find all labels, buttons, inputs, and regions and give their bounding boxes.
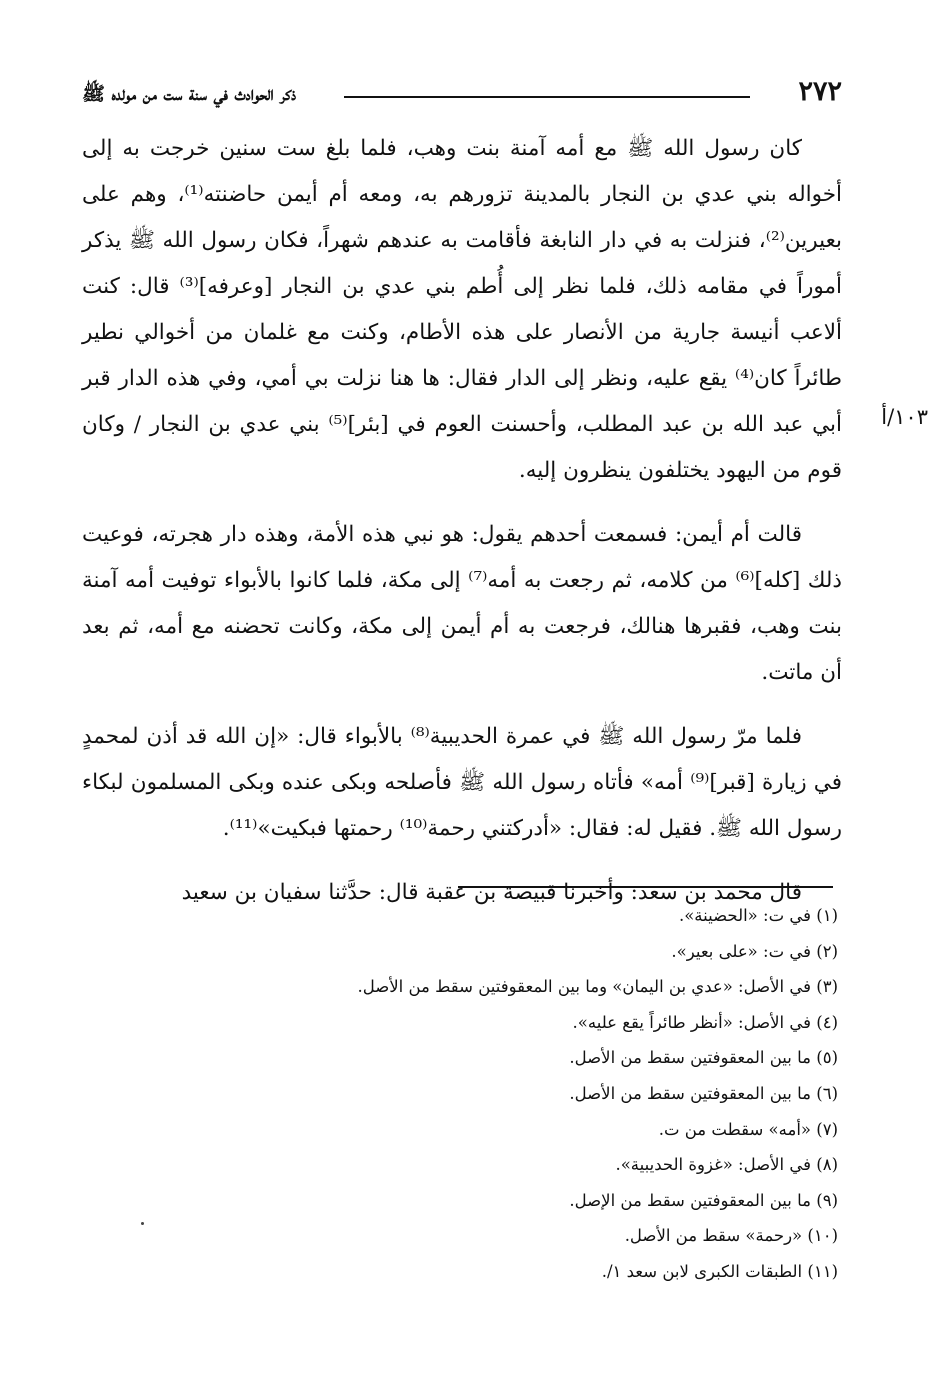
footnote-rule bbox=[458, 886, 833, 888]
footnote-item: (١٠) «رحمة» سقط من الأصل. bbox=[624, 1226, 838, 1246]
page-number: ٢٧٢ bbox=[798, 76, 842, 107]
footnote-item: (٢) في ت: «على بعير». bbox=[671, 941, 838, 961]
paragraph-2: قالت أم أيمن: فسمعت أحدهم يقول: هو نبي هذه الأمة، وهذه دار هجرته، فوعيت ذلك [كله]⁽⁶⁾ من كلامه، ثم رجعت به أمه⁽⁷⁾ إلى مكة، فلما كانوا بالأبواء توفيت أمه آمنة بنت وهب، فقبرها هنالك، فرجعت به أم أيمن إلى مكة، وكانت تحضنه مع أمه، ثم بعد أن ماتت. bbox=[82, 522, 842, 685]
footnote-item: (٣) في الأصل: «عدي بن اليمان» وما بين المعقوفتين سقط من الأصل. bbox=[357, 977, 838, 997]
footnote-item: (٤) في الأصل: «أنظر طائراً يقع عليه». bbox=[572, 1012, 838, 1032]
footnote-item: (١١) الطبقات الكبرى لابن سعد ١/. bbox=[601, 1261, 838, 1281]
footnote-item: (٧) «أمه» سقطت من ت. bbox=[658, 1119, 838, 1139]
header-rule bbox=[344, 96, 750, 98]
footnote-item: (٦) ما بين المعقوفتين سقط من الأصل. bbox=[569, 1083, 838, 1103]
running-header bbox=[82, 74, 842, 114]
paragraph-1: كان رسول الله ﷺ مع أمه آمنة بنت وهب، فلما بلغ ست سنين خرجت به إلى أخواله بني عدي بن النجار بالمدينة تزورهم به، ومعه أم أيمن حاضنته⁽¹⁾، وهم على بعيرين⁽²⁾، فنزلت به في دار النابغة فأقامت به عندهم شهراً، فكان رسول الله ﷺ يذكر أموراً في مقامه ذلك، فلما نظر إلى أُطم بني عدي بن النجار [وعرفه]⁽³⁾ قال: كنت ألاعب أنيسة جارية من الأنصار على هذه الأطام، وكنت مع غلمان من أخوالي نطير طائراً كان⁽⁴⁾ يقع عليه، ونظر إلى الدار فقال: ها هنا نزلت بي أمي، وفي هذه الدار قبر أبي عبد الله بن عبد المطلب، وأحسنت العوم في [بئر]⁽⁵⁾ بني عدي بن النجار / وكان قوم من اليهود يختلفون ينظرون إليه. bbox=[82, 136, 842, 483]
footnote-item: (٥) ما بين المعقوفتين سقط من الأصل. bbox=[569, 1048, 838, 1068]
paragraph-4: قال محمد بن سعد: وأخبرنا قبيصة بن عقبة قال: حدَّثنا سفيان بن سعيد bbox=[181, 880, 802, 905]
paragraph-3: فلما مرّ رسول الله ﷺ في عمرة الحديبية⁽⁸⁾ بالأبواء قال: «إن الله قد أذن لمحمدٍ في زيارة [قبر]⁽⁹⁾ أمه» فأتاه رسول الله ﷺ فأصلحه وبكى عنده وبكى المسلمون لبكاء رسول الله ﷺ. فقيل له: فقال: «أدركتني رحمة⁽¹⁰⁾ رحمتها فبكيت»⁽¹¹⁾. bbox=[82, 724, 842, 841]
ink-speck bbox=[141, 1222, 144, 1225]
running-title: ذكر الحوادث في سنة ست من مولده ﷺ bbox=[82, 83, 297, 105]
footnotes-list bbox=[300, 898, 838, 1290]
footnote-item: (٩) ما بين المعقوفتين سقط من الإصل. bbox=[569, 1190, 838, 1210]
body-text bbox=[82, 126, 842, 916]
manuscript-folio-note: ١٠٣/أ bbox=[881, 405, 928, 429]
footnote-item: (٨) في الأصل: «غزوة الحديبية». bbox=[615, 1155, 838, 1175]
footnote-item: (١) في ت: «الحضينة». bbox=[678, 906, 838, 925]
